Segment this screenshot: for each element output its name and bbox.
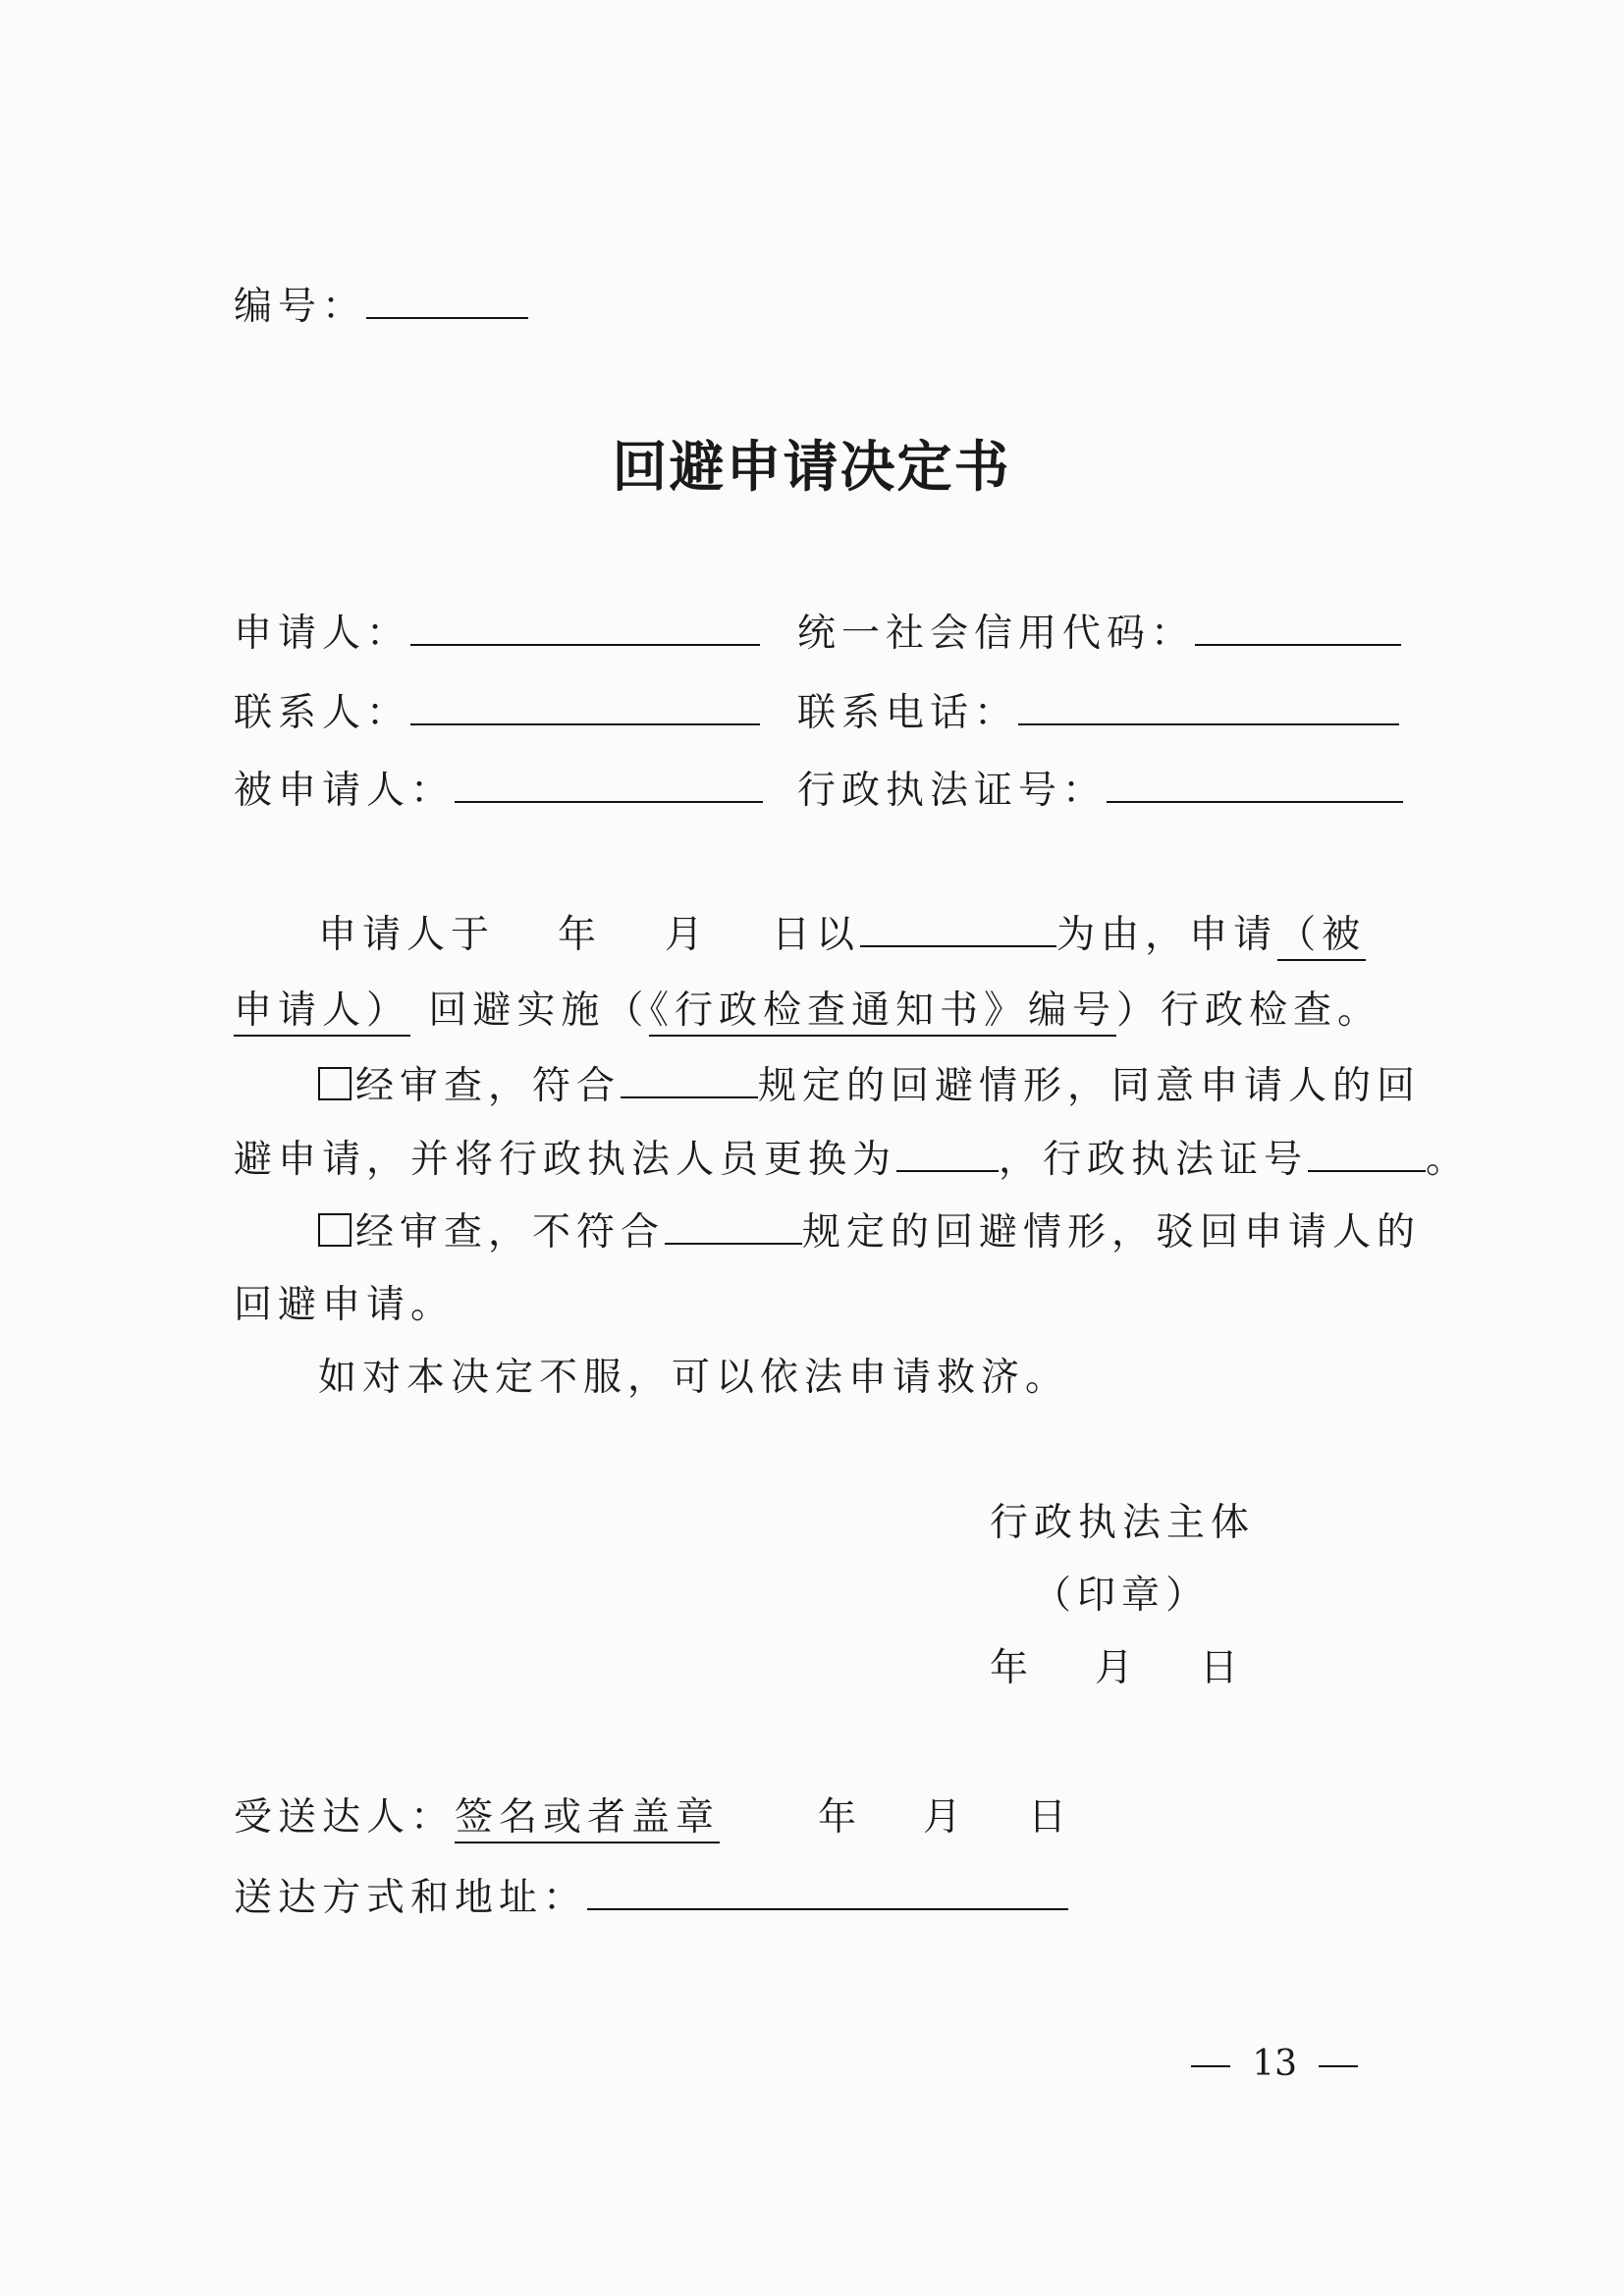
respondent-row	[234, 769, 763, 813]
recipient-signature-hint[interactable]: 签名或者盖章	[455, 1795, 720, 1843]
delivery-method-row	[234, 1876, 1068, 1920]
p1-notice-hint: 《行政检查通知书》编号	[649, 988, 1116, 1037]
p2-text-a: 经审查，符合	[355, 1064, 622, 1108]
phone-label: 联系电话：	[797, 691, 1019, 735]
page-dash-left	[1191, 2065, 1230, 2067]
signature-day: 日	[1200, 1646, 1245, 1690]
delivery-method-blank[interactable]	[587, 1907, 1068, 1910]
page-dash-right	[1319, 2065, 1358, 2067]
applicant-label: 申请人：	[234, 612, 411, 656]
p1-text-a: 申请人于	[318, 913, 496, 957]
license-no-label: 行政执法证号：	[797, 769, 1108, 813]
contact-label: 联系人：	[234, 691, 411, 735]
p1-year: 年	[558, 913, 603, 957]
p4-text: 如对本决定不服，可以依法申请救济。	[318, 1356, 1070, 1400]
reject-checkbox[interactable]	[318, 1213, 352, 1247]
p2-text-d: ，行政执法证号	[999, 1138, 1309, 1182]
credit-code-label: 统一社会信用代码：	[797, 612, 1196, 656]
credit-code-row	[797, 612, 1401, 656]
paragraph-2-line-2	[234, 1138, 1471, 1182]
p3-rule-blank[interactable]	[665, 1242, 802, 1245]
signature-year: 年	[990, 1646, 1035, 1690]
p1-day: 日以	[772, 913, 861, 957]
applicant-row	[234, 612, 760, 656]
p3-text-b: 规定的回避情形，驳回申请人的	[802, 1210, 1422, 1255]
paragraph-2-line-1	[318, 1064, 1422, 1108]
p1-text-f: ）行政检查。	[1115, 988, 1381, 1033]
signature-month: 月	[1095, 1646, 1140, 1690]
number-label: 编号：	[234, 285, 367, 329]
p1-month: 月	[665, 913, 710, 957]
number-row	[234, 285, 528, 329]
p2-rule-blank[interactable]	[621, 1095, 758, 1098]
page-number-text: 13	[1252, 2044, 1297, 2084]
delivery-method-label: 送达方式和地址：	[234, 1876, 588, 1920]
p1-respondent-hint-2: 申请人）	[234, 988, 410, 1037]
credit-code-blank[interactable]	[1195, 643, 1401, 646]
signature-date	[990, 1646, 1245, 1690]
number-blank[interactable]	[366, 316, 528, 319]
authority-label: 行政执法主体	[990, 1501, 1256, 1545]
delivery-year: 年	[818, 1795, 863, 1840]
p2-license-blank[interactable]	[1308, 1169, 1426, 1172]
recipient-label: 受送达人：	[234, 1795, 456, 1840]
respondent-blank[interactable]	[455, 800, 763, 803]
p1-respondent-hint-1: （被	[1277, 913, 1366, 961]
paragraph-3-line-2	[234, 1283, 456, 1327]
delivery-month: 月	[923, 1795, 968, 1840]
phone-row	[797, 691, 1399, 735]
p1-reason-blank[interactable]	[860, 944, 1056, 947]
recipient-row	[234, 1795, 1073, 1840]
p3-text-a: 经审查，不符合	[355, 1210, 666, 1255]
p2-text-c: 避申请，并将行政执法人员更换为	[234, 1138, 897, 1182]
license-no-row	[797, 769, 1403, 813]
p2-text-e: 。	[1426, 1138, 1471, 1182]
applicant-blank[interactable]	[410, 643, 760, 646]
paragraph-3-line-1	[318, 1210, 1422, 1255]
approve-checkbox[interactable]	[318, 1067, 352, 1100]
delivery-day: 日	[1028, 1795, 1073, 1840]
paragraph-1-line-1	[318, 913, 1367, 957]
phone-blank[interactable]	[1018, 722, 1399, 725]
respondent-label: 被申请人：	[234, 769, 456, 813]
contact-blank[interactable]	[410, 722, 760, 725]
p2-text-b: 规定的回避情形，同意申请人的回	[758, 1064, 1422, 1108]
p2-officer-blank[interactable]	[896, 1169, 999, 1172]
page-number	[1169, 2044, 1380, 2084]
document-title: 回避申请决定书	[612, 435, 1011, 500]
paragraph-1-line-2	[234, 988, 1381, 1033]
p1-text-d: 回避实施（	[428, 988, 650, 1033]
license-no-blank[interactable]	[1107, 800, 1403, 803]
seal-label: （印章）	[1033, 1574, 1211, 1618]
contact-row	[234, 691, 760, 735]
paragraph-4	[318, 1356, 1070, 1400]
p1-text-b: 为由，申请	[1056, 913, 1278, 957]
p3-text-c: 回避申请。	[234, 1283, 456, 1327]
